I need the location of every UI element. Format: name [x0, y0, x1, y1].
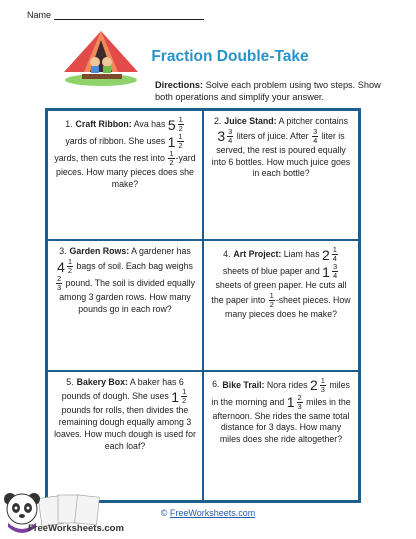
- problem-card-3: 3. Garden Rows: A gardener has 4 $\frac{1}{2}$ bags of soil. Each bag weighs $\frac{2}{3}$ pound. The soil is divided equally among 3 garden rows. How many pounds go in each row?: [47, 240, 203, 370]
- problem-card-5: 5. Bakery Box: A baker has 6 pounds of dough. She uses 1 $\frac{1}{2}$ pounds for rolls, then divides the remaining dough equally among 3 loaves. How much dough is used for each loaf?: [47, 371, 203, 501]
- fraction: $\frac{1}{2}$: [269, 291, 274, 310]
- mixed-number: 1 $\frac{2}{3}$: [286, 392, 302, 411]
- fraction: $\frac{3}{4}$: [313, 126, 318, 145]
- fraction: $\frac{2}{3}$: [56, 274, 62, 293]
- problem-card-4: 4. Art Project: Liam has 2 $\frac{1}{4}$ sheets of blue paper and 1 $\frac{3}{4}$ sheets of green paper. He cuts all the paper into $\frac{1}{2}$ -sheet pieces. How many pieces does he make?: [203, 240, 359, 370]
- mixed-number: 3 $\frac{3}{4}$: [217, 126, 233, 145]
- name-row: [27, 10, 204, 20]
- problem-card-1: 1. Craft Ribbon: Ava has 5 $\frac{1}{2}$ yards of ribbon. She uses 1 $\frac{1}{2}$ yards, then cuts the rest into $\frac{1}{2}$ -yard pieces. How many pieces does she make?: [47, 110, 203, 240]
- problem-heading: Bakery Box:: [76, 376, 128, 387]
- problem-grid: [45, 108, 361, 503]
- problem-heading: Bike Trail:: [222, 379, 265, 390]
- problem-heading: Juice Stand:: [224, 116, 277, 126]
- mixed-number: 1 $\frac{1}{2}$: [171, 387, 187, 406]
- problem-heading: Craft Ribbon:: [75, 118, 132, 129]
- name-field-line[interactable]: [54, 11, 204, 20]
- mixed-number: 4 $\frac{1}{2}$: [57, 257, 73, 276]
- mixed-number: 2 $\frac{1}{3}$: [309, 375, 325, 394]
- footer-website-link[interactable]: FreeWorksheets.com: [169, 508, 256, 518]
- mixed-number: 1 $\frac{1}{2}$: [167, 132, 183, 150]
- problem-card-2: 2. Juice Stand: A pitcher contains 3 $\frac{3}{4}$ liters of juice. After $\frac{3}{4}$ liter is served, the rest is poured equally into 6 bottles. How much juice goes in each bottle?: [203, 110, 359, 240]
- mixed-number: 1 $\frac{3}{4}$: [322, 262, 338, 281]
- problem-heading: Garden Rows:: [69, 246, 130, 257]
- problem-heading: Art Project:: [233, 249, 282, 260]
- mixed-number: 5 $\frac{1}{2}$: [167, 115, 183, 133]
- directions: [155, 79, 395, 103]
- problem-card-6: 6. Bike Trail: Nora rides 2 $\frac{1}{3}$ miles in the morning and 1 $\frac{2}{3}$ miles in the afternoon. She rides the same total distance for 3 days. How many miles does she ride altogether?: [203, 371, 359, 501]
- footer-copyright: [0, 508, 416, 518]
- worksheet-title: Fraction Double-Take: [151, 48, 309, 65]
- copyright-symbol: ©: [160, 508, 168, 518]
- logo-text: FreeWorksheets.com: [28, 523, 124, 534]
- fraction: $\frac{1}{2}$: [169, 149, 174, 167]
- mixed-number: 2 $\frac{1}{4}$: [321, 245, 337, 264]
- directions-text: Solve each problem using two steps. Show both operations and simplify your answer.: [155, 80, 381, 102]
- name-label: Name: [27, 10, 52, 20]
- directions-label: Directions:: [155, 80, 203, 90]
